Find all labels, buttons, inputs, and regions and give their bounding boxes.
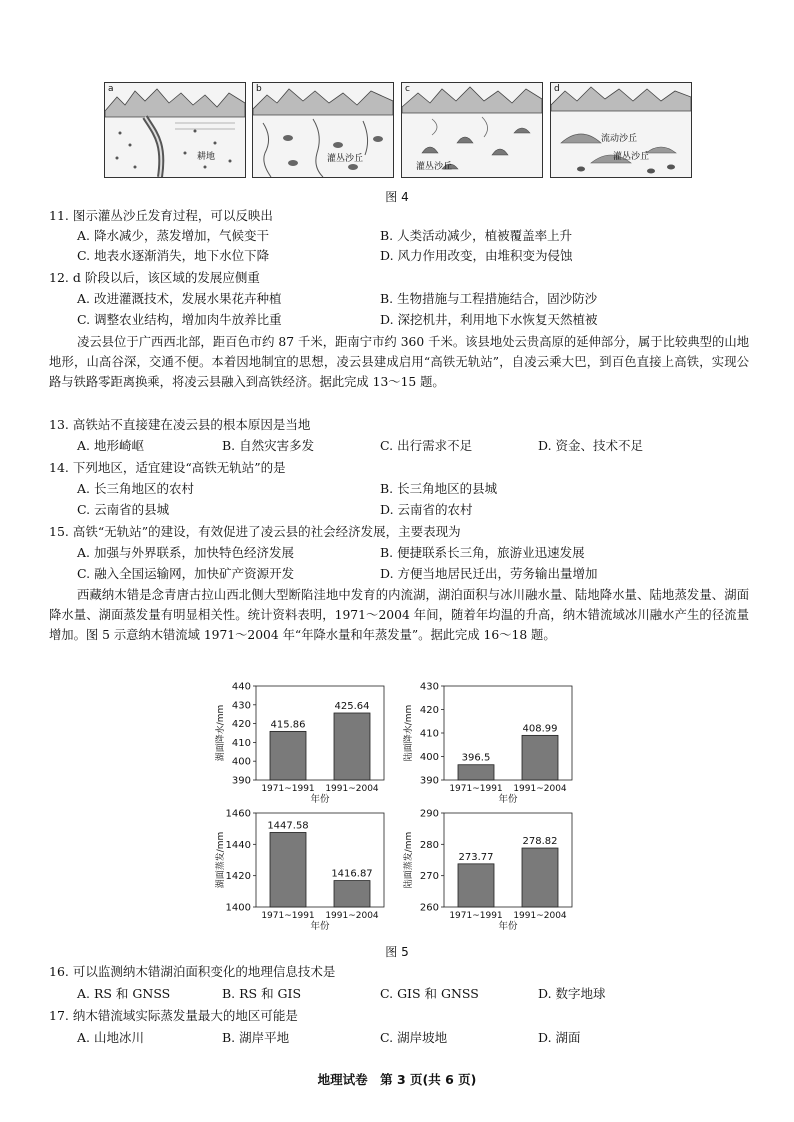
y-tick-label: 1420 [225, 871, 251, 883]
q17-option-b: B. 湖岸平地 [222, 1030, 290, 1045]
bar [334, 713, 370, 780]
panel-letter-b: b [256, 84, 262, 94]
q14-option-a: A. 长三角地区的农村 [77, 481, 194, 496]
q13-stem: 13. 高铁站不直接建在凌云县的根本原因是当地 [49, 417, 311, 432]
q11-stem: 11. 图示灌丛沙丘发育过程，可以反映出 [49, 208, 273, 223]
y-axis-label: 湖面蒸发/mm [216, 831, 226, 889]
figure4-panel-a [104, 82, 246, 178]
x-tick-label: 1971~1991 [261, 784, 315, 794]
y-tick-label: 270 [419, 871, 439, 883]
q13-option-a: A. 地形崎岖 [77, 438, 144, 453]
q14-option-d: D. 云南省的农村 [380, 502, 473, 517]
bar [458, 765, 494, 780]
y-tick-label: 440 [231, 681, 251, 693]
panel-b-label-shrub-dune: 灌丛沙丘 [327, 154, 364, 164]
panel-d-label-mobile-dune: 流动沙丘 [601, 134, 638, 144]
q15-option-a: A. 加强与外界联系，加快特色经济发展 [77, 545, 294, 560]
y-tick-label: 1440 [225, 839, 251, 851]
panel-c-label-shrub-dune: 灌丛沙丘 [416, 162, 453, 172]
bar-value-label: 408.99 [522, 723, 558, 735]
q11-option-b: B. 人类活动减少，植被覆盖率上升 [380, 228, 573, 243]
figure4-panel-d [550, 82, 692, 178]
y-tick-label: 420 [419, 705, 439, 716]
x-tick-label: 1971~1991 [449, 911, 503, 921]
bar-value-label: 396.5 [461, 752, 491, 764]
q16-stem: 16. 可以监测纳木错湖泊面积变化的地理信息技术是 [49, 964, 336, 979]
y-tick-label: 410 [419, 728, 439, 740]
y-tick-label: 390 [231, 775, 251, 787]
x-axis-label: 年份 [498, 921, 518, 931]
q13-option-d: D. 资金、技术不足 [538, 438, 644, 453]
x-axis-label: 年份 [310, 794, 330, 804]
q17-option-d: D. 湖面 [538, 1030, 581, 1045]
passage-namco: 西藏纳木错是念青唐古拉山西北侧大型断陷洼地中发育的内流湖，湖泊面积与冰川融水量、陆地降水量、陆地蒸发量、湖面降水量、湖面蒸发量有明显相关性。统计资料表明，1971～2004 年间，随着年均温的升高，纳木错流域冰川融水产生的径流量增加。图 5 示意纳木错流域 1971～2004 年“年降水量和年蒸发量”。据此完成 16～18 题。 [49, 588, 749, 642]
x-tick-label: 1991~2004 [325, 784, 379, 794]
chart-land-evaporation [400, 807, 582, 931]
passage-lingyun: 凌云县位于广西西北部，距百色市约 87 千米，距南宁市约 360 千米。该县地处云贵高原的延伸部分，属于比较典型的山地地形，山高谷深，交通不便。本着因地制宜的思想，凌云县建成启用“高铁无轨站”，自凌云乘大巴，到百色直接上高铁，实现公路与铁路零距离换乘，将凌云县融入到高铁经济。据此完成 13～15 题。 [49, 335, 749, 389]
panel-d-label-shrub-dune: 灌丛沙丘 [613, 152, 650, 162]
y-axis-label: 湖面降水/mm [216, 704, 226, 762]
y-tick-label: 430 [419, 681, 439, 693]
bar-value-label: 278.82 [522, 836, 558, 848]
x-tick-label: 1991~2004 [513, 911, 567, 921]
q16-option-c: C. GIS 和 GNSS [380, 986, 479, 1001]
q12-option-b: B. 生物措施与工程措施结合，固沙防沙 [380, 291, 598, 306]
bar-value-label: 273.77 [458, 851, 494, 863]
q12-stem: 12. d 阶段以后，该区域的发展应侧重 [49, 270, 260, 285]
q13-option-b: B. 自然灾害多发 [222, 438, 315, 453]
q14-option-b: B. 长三角地区的县城 [380, 481, 498, 496]
bar [458, 864, 494, 907]
figure4-panel-b [252, 82, 394, 178]
q16-option-a: A. RS 和 GNSS [77, 986, 171, 1001]
y-tick-label: 1400 [225, 902, 251, 914]
y-tick-label: 400 [231, 756, 251, 768]
x-axis-label: 年份 [310, 921, 330, 931]
y-axis-label: 陆面蒸发/mm [404, 831, 414, 889]
q11-option-a: A. 降水减少，蒸发增加，气候变干 [77, 228, 269, 243]
q13-option-c: C. 出行需求不足 [380, 438, 473, 453]
q15-option-d: D. 方便当地居民迁出，劳务输出量增加 [380, 566, 598, 581]
y-tick-label: 400 [419, 752, 439, 763]
figure5-caption: 图 5 [385, 945, 409, 959]
x-tick-label: 1971~1991 [261, 911, 315, 921]
panel-a-label-cropland: 耕地 [197, 152, 216, 162]
y-tick-label: 390 [419, 775, 439, 787]
bar [270, 832, 306, 907]
q17-stem: 17. 纳木错流域实际蒸发量最大的地区可能是 [49, 1008, 298, 1023]
x-tick-label: 1991~2004 [513, 784, 567, 794]
bar-value-label: 1416.87 [331, 868, 373, 880]
page-footer: 地理试卷 第 3 页(共 6 页) [317, 1072, 477, 1087]
q12-option-d: D. 深挖机井，利用地下水恢复天然植被 [380, 312, 598, 327]
bar-value-label: 425.64 [334, 700, 370, 712]
bar [270, 731, 306, 780]
q12-option-c: C. 调整农业结构，增加肉牛放养比重 [77, 312, 282, 327]
x-tick-label: 1971~1991 [449, 784, 503, 794]
x-axis-label: 年份 [498, 794, 518, 804]
q17-option-c: C. 湖岸坡地 [380, 1030, 448, 1045]
bar-value-label: 1447.58 [267, 820, 309, 832]
q15-stem: 15. 高铁“无轨站”的建设，有效促进了凌云县的社会经济发展，主要表现为 [49, 524, 461, 539]
bar [522, 735, 558, 780]
y-tick-label: 260 [419, 902, 439, 914]
y-tick-label: 410 [231, 737, 251, 749]
q11-option-c: C. 地表水逐渐消失，地下水位下降 [77, 248, 270, 263]
q17-option-a: A. 山地冰川 [77, 1030, 144, 1045]
y-tick-label: 420 [231, 719, 251, 731]
bar [334, 881, 370, 907]
figure4-panel-c [401, 82, 543, 178]
bar-value-label: 415.86 [270, 719, 306, 731]
y-axis-label: 陆面降水/mm [404, 704, 414, 762]
chart-lake-evaporation [212, 807, 394, 931]
chart-land-precipitation [400, 680, 582, 804]
q15-option-b: B. 便捷联系长三角，旅游业迅速发展 [380, 545, 585, 560]
x-tick-label: 1991~2004 [325, 911, 379, 921]
q11-option-d: D. 风力作用改变，由堆积变为侵蚀 [380, 248, 573, 263]
y-tick-label: 280 [419, 839, 439, 851]
y-tick-label: 290 [419, 808, 439, 820]
y-tick-label: 430 [231, 700, 251, 712]
y-tick-label: 1460 [225, 808, 251, 820]
q16-option-b: B. RS 和 GIS [222, 986, 302, 1001]
panel-letter-c: c [405, 84, 410, 94]
q12-option-a: A. 改进灌溉技术，发展水果花卉种植 [77, 291, 282, 306]
q15-option-c: C. 融入全国运输网，加快矿产资源开发 [77, 566, 295, 581]
q14-stem: 14. 下列地区，适宜建设“高铁无轨站”的是 [49, 460, 286, 475]
chart-lake-precipitation [212, 680, 394, 804]
panel-letter-a: a [108, 84, 114, 94]
q14-option-c: C. 云南省的县城 [77, 502, 170, 517]
q16-option-d: D. 数字地球 [538, 986, 606, 1001]
panel-letter-d: d [554, 84, 560, 94]
bar [522, 848, 558, 907]
figure4-caption: 图 4 [385, 190, 409, 204]
